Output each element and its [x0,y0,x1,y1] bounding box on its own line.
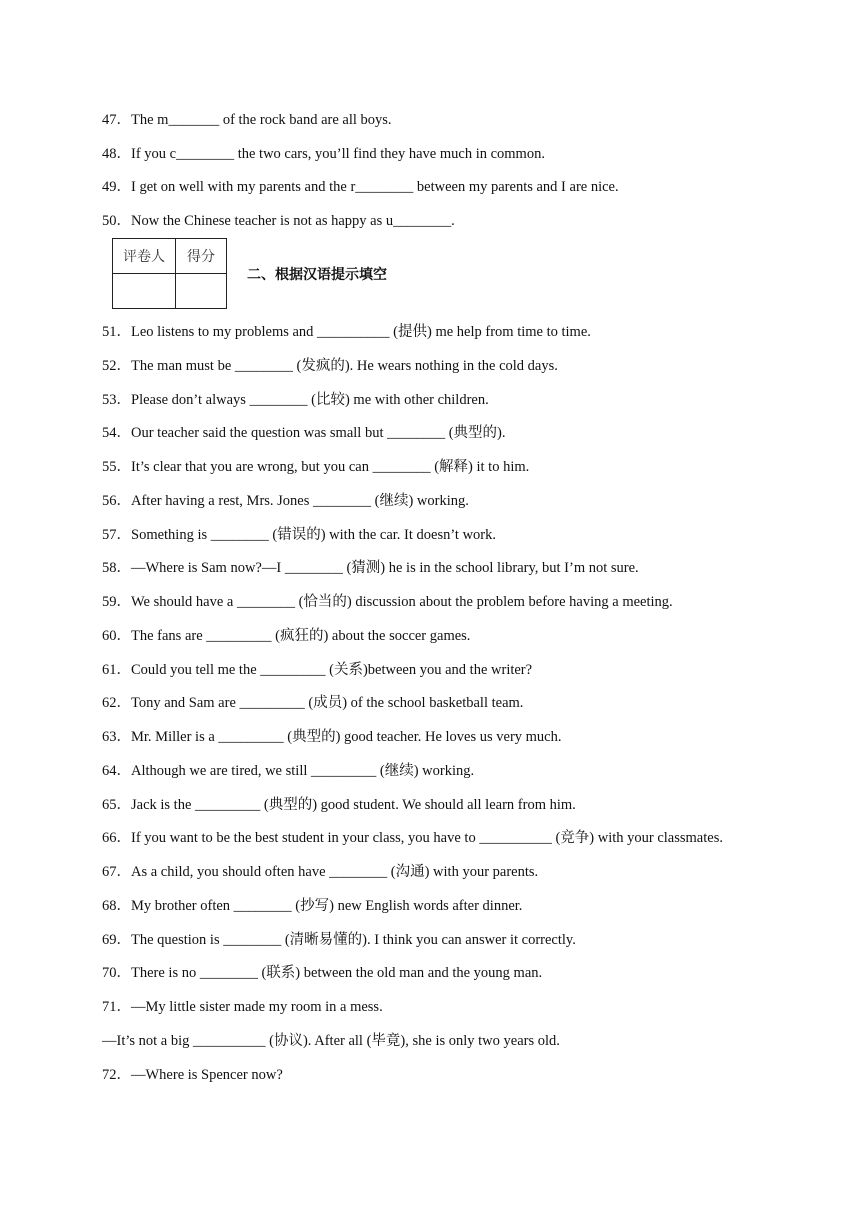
question-text: The question is ________ (清晰易懂的). I think you can answer it correctly. [131,931,576,948]
question-sep: ． [116,830,131,847]
reviewer-cell [113,274,176,309]
question-text: Our teacher said the question was small but ________ (典型的). [131,425,506,442]
question-sep: ． [116,931,131,948]
question-sep: ． [116,459,131,475]
section-title: 二、根据汉语提示填空 [247,267,387,283]
question-number: 68 [102,897,117,914]
question-line [102,931,576,949]
question-number: 69 [102,931,117,948]
question-number: 58 [102,560,117,577]
question-sep: ． [116,391,131,408]
question-text: Although we are tired, we still _________ (继续) working. [131,762,475,779]
question-sep: ． [116,796,131,813]
question-text: We should have a ________ (恰当的) discussion about the problem before having a meeting. [131,594,673,610]
question-number: 54 [102,425,117,442]
question-text: If you c________ the two cars, you’ll find they have much in common. [131,145,545,162]
question-sep: ． [116,492,131,509]
question-line [102,627,470,645]
question-line [102,796,576,814]
question-line [102,694,523,712]
question-sep: ． [116,213,131,230]
question-line [102,728,562,746]
question-text: Now the Chinese teacher is not as happy as u________. [131,213,455,230]
question-number: 57 [102,526,117,543]
question-text: As a child, you should often have ________ (沟通) with your parents. [131,864,539,880]
question-text: —Where is Spencer now? [131,1067,283,1083]
question-line [102,212,455,230]
question-sep: ． [116,526,131,543]
question-number: 71 [102,999,117,1015]
question-text: —My little sister made my room in a mess. [131,999,383,1015]
question-sep: ． [116,695,131,712]
question-number: 55 [102,459,117,475]
question-line [102,458,529,476]
q71-reply: —It’s not a big __________ (协议). After all (毕竟), she is only two years old. [102,1033,560,1049]
question-number: 63 [102,729,117,745]
question-line [102,998,383,1016]
question-text: Tony and Sam are _________ (成员) of the school basketball team. [131,695,524,712]
question-text: —Where is Sam now?—I ________ (猜测) he is in the school library, but I’m not sure. [131,560,639,577]
question-text: Mr. Miller is a _________ (典型的) good teacher. He loves us very much. [131,729,562,745]
question-number: 70 [102,965,117,982]
question-line [102,829,723,847]
question-text: Please don’t always ________ (比较) me with other children. [131,391,489,408]
question-sep: ． [116,965,131,982]
question-line [102,178,619,196]
question-line [102,559,639,577]
question-sep: ． [116,145,131,162]
question-text: It’s clear that you are wrong, but you can ________ (解释) it to him. [131,459,530,475]
question-number: 66 [102,830,117,847]
question-number: 67 [102,864,117,880]
score-header: 得分 [176,239,227,274]
question-sep: ． [116,897,131,914]
question-sep: ． [116,560,131,577]
question-line [102,964,542,982]
question-text: Could you tell me the _________ (关系)between you and the writer? [131,661,533,678]
question-line [102,323,591,341]
question-line [102,526,496,544]
question-text: Something is ________ (错误的) with the car. It doesn’t work. [131,526,497,543]
question-number: 60 [102,627,117,644]
question-sep: ． [116,1067,131,1083]
question-line [102,1066,283,1084]
question-text: After having a rest, Mrs. Jones ________ (继续) working. [131,492,469,509]
question-line [102,391,489,409]
question-line [102,762,474,780]
question-text: If you want to be the best student in your class, you have to __________ (竞争) with your classmates. [131,830,723,847]
question-sep: ． [116,112,131,128]
question-line [102,897,522,915]
question-line [102,492,469,510]
question-sep: ． [116,179,131,196]
question-number: 49 [102,179,117,196]
question-line [102,593,673,611]
question-text: My brother often ________ (抄写) new English words after dinner. [131,897,523,914]
question-line [102,145,545,163]
question-line [102,111,392,129]
question-sep: ． [116,864,131,880]
question-text: Jack is the _________ (典型的) good student. We should all learn from him. [131,796,576,813]
question-sep: ． [116,425,131,442]
question-sep: ． [116,729,131,745]
question-number: 53 [102,391,117,408]
question-sep: ． [116,357,131,374]
question-number: 50 [102,213,117,230]
reviewer-header: 评卷人 [113,239,176,274]
question-number: 48 [102,145,117,162]
question-text: I get on well with my parents and the r________ between my parents and I are nice. [131,179,619,196]
question-line [102,424,506,442]
question-number: 64 [102,762,117,779]
question-text: The fans are _________ (疯狂的) about the soccer games. [131,627,471,644]
question-line [102,661,532,679]
score-table [112,238,227,309]
score-cell [176,274,227,309]
question-number: 61 [102,661,117,678]
question-number: 52 [102,357,117,374]
question-number: 59 [102,594,117,610]
question-sep: ． [116,762,131,779]
question-text: There is no ________ (联系) between the old man and the young man. [131,965,543,982]
question-number: 72 [102,1067,117,1083]
question-number: 51 [102,324,117,340]
question-number: 62 [102,695,117,712]
question-sep: ． [116,661,131,678]
question-sep: ． [116,594,131,610]
question-line [102,863,538,881]
question-line [102,357,558,375]
question-text: The man must be ________ (发疯的). He wears nothing in the cold days. [131,357,558,374]
question-number: 56 [102,492,117,509]
question-sep: ． [116,324,131,340]
question-sep: ． [116,999,131,1015]
question-number: 47 [102,112,117,128]
question-sep: ． [116,627,131,644]
question-text: Leo listens to my problems and __________ (提供) me help from time to time. [131,324,591,340]
question-number: 65 [102,796,117,813]
question-text: The m_______ of the rock band are all boys. [131,112,392,128]
